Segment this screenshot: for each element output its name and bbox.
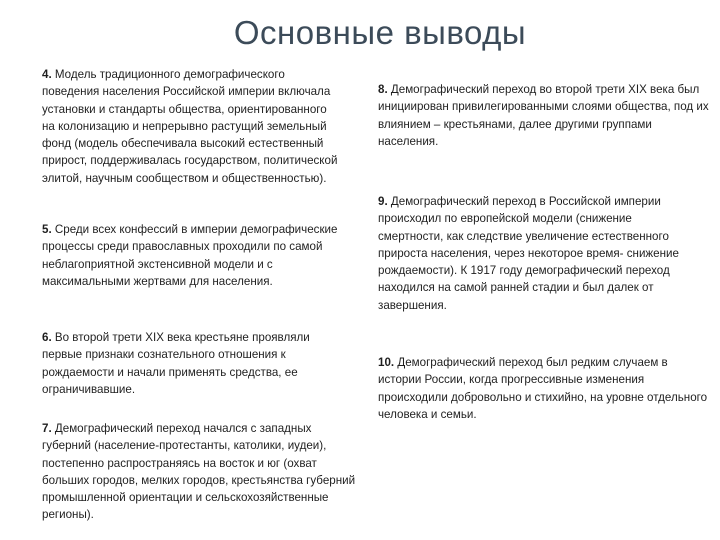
conclusion-10 <box>378 354 710 423</box>
slide-title: Основные выводы <box>233 14 527 51</box>
conclusion-9 <box>378 193 698 314</box>
conclusion-number: 5. <box>42 223 52 236</box>
conclusion-5 <box>42 221 342 290</box>
conclusion-number: 7. <box>42 422 52 435</box>
conclusion-number: 9. <box>378 195 388 208</box>
conclusion-6 <box>42 329 342 398</box>
conclusion-text: Во второй трети XIX века крестьяне проявляли первые признаки сознательного отношения к рождаемости и начали применять средства, ее ограничивавшие. <box>42 331 310 396</box>
conclusion-text: Среди всех конфессий в империи демографические процессы среди православных проходили по самой неблагоприятной экстенсивной модели и с максимальными жертвами для населения. <box>42 223 338 288</box>
conclusion-text: Демографический переход во второй трети XIX века был инициирован привилегированными слоями общества, под их влиянием – крестьянами, далее другими группами населения. <box>378 83 709 148</box>
conclusion-number: 8. <box>378 83 388 96</box>
conclusion-text: Демографический переход в Российской империи происходил по европейской модели (снижение смертности, как следствие увеличение естественного прироста населения, через некоторое время- снижение рождаемости). К 1917 году демографический переход находился на самой ранней стадии и был далек от завершения. <box>378 195 679 312</box>
conclusion-8 <box>378 81 710 150</box>
conclusion-text: Модель традиционного демографического поведения населения Российской империи включала установки и стандарты общества, ориентированного на колонизацию и непрерывно растущий земельный фонд (модель обеспечивала высокий естественный прирост, поддерживалась государством, политической элитой, научным сообществом и общественностью). <box>42 68 338 185</box>
conclusion-number: 4. <box>42 68 52 81</box>
conclusion-text: Демографический переход был редким случаем в истории России, когда прогрессивные изменения происходили добровольно и стихийно, на уровне отдельного человека и семьи. <box>378 356 708 421</box>
conclusion-number: 6. <box>42 331 52 344</box>
conclusion-text: Демографический переход начался с западных губерний (население-протестанты, католики, иудеи), постепенно распространяясь на восток и юг (охват больших городов, мелких городов, крестьянства губерний промышленной ориентации и сельскохозяйственные регионы). <box>42 422 356 522</box>
conclusion-7 <box>42 420 362 524</box>
conclusion-4 <box>42 66 342 187</box>
conclusion-number: 10. <box>378 356 395 369</box>
